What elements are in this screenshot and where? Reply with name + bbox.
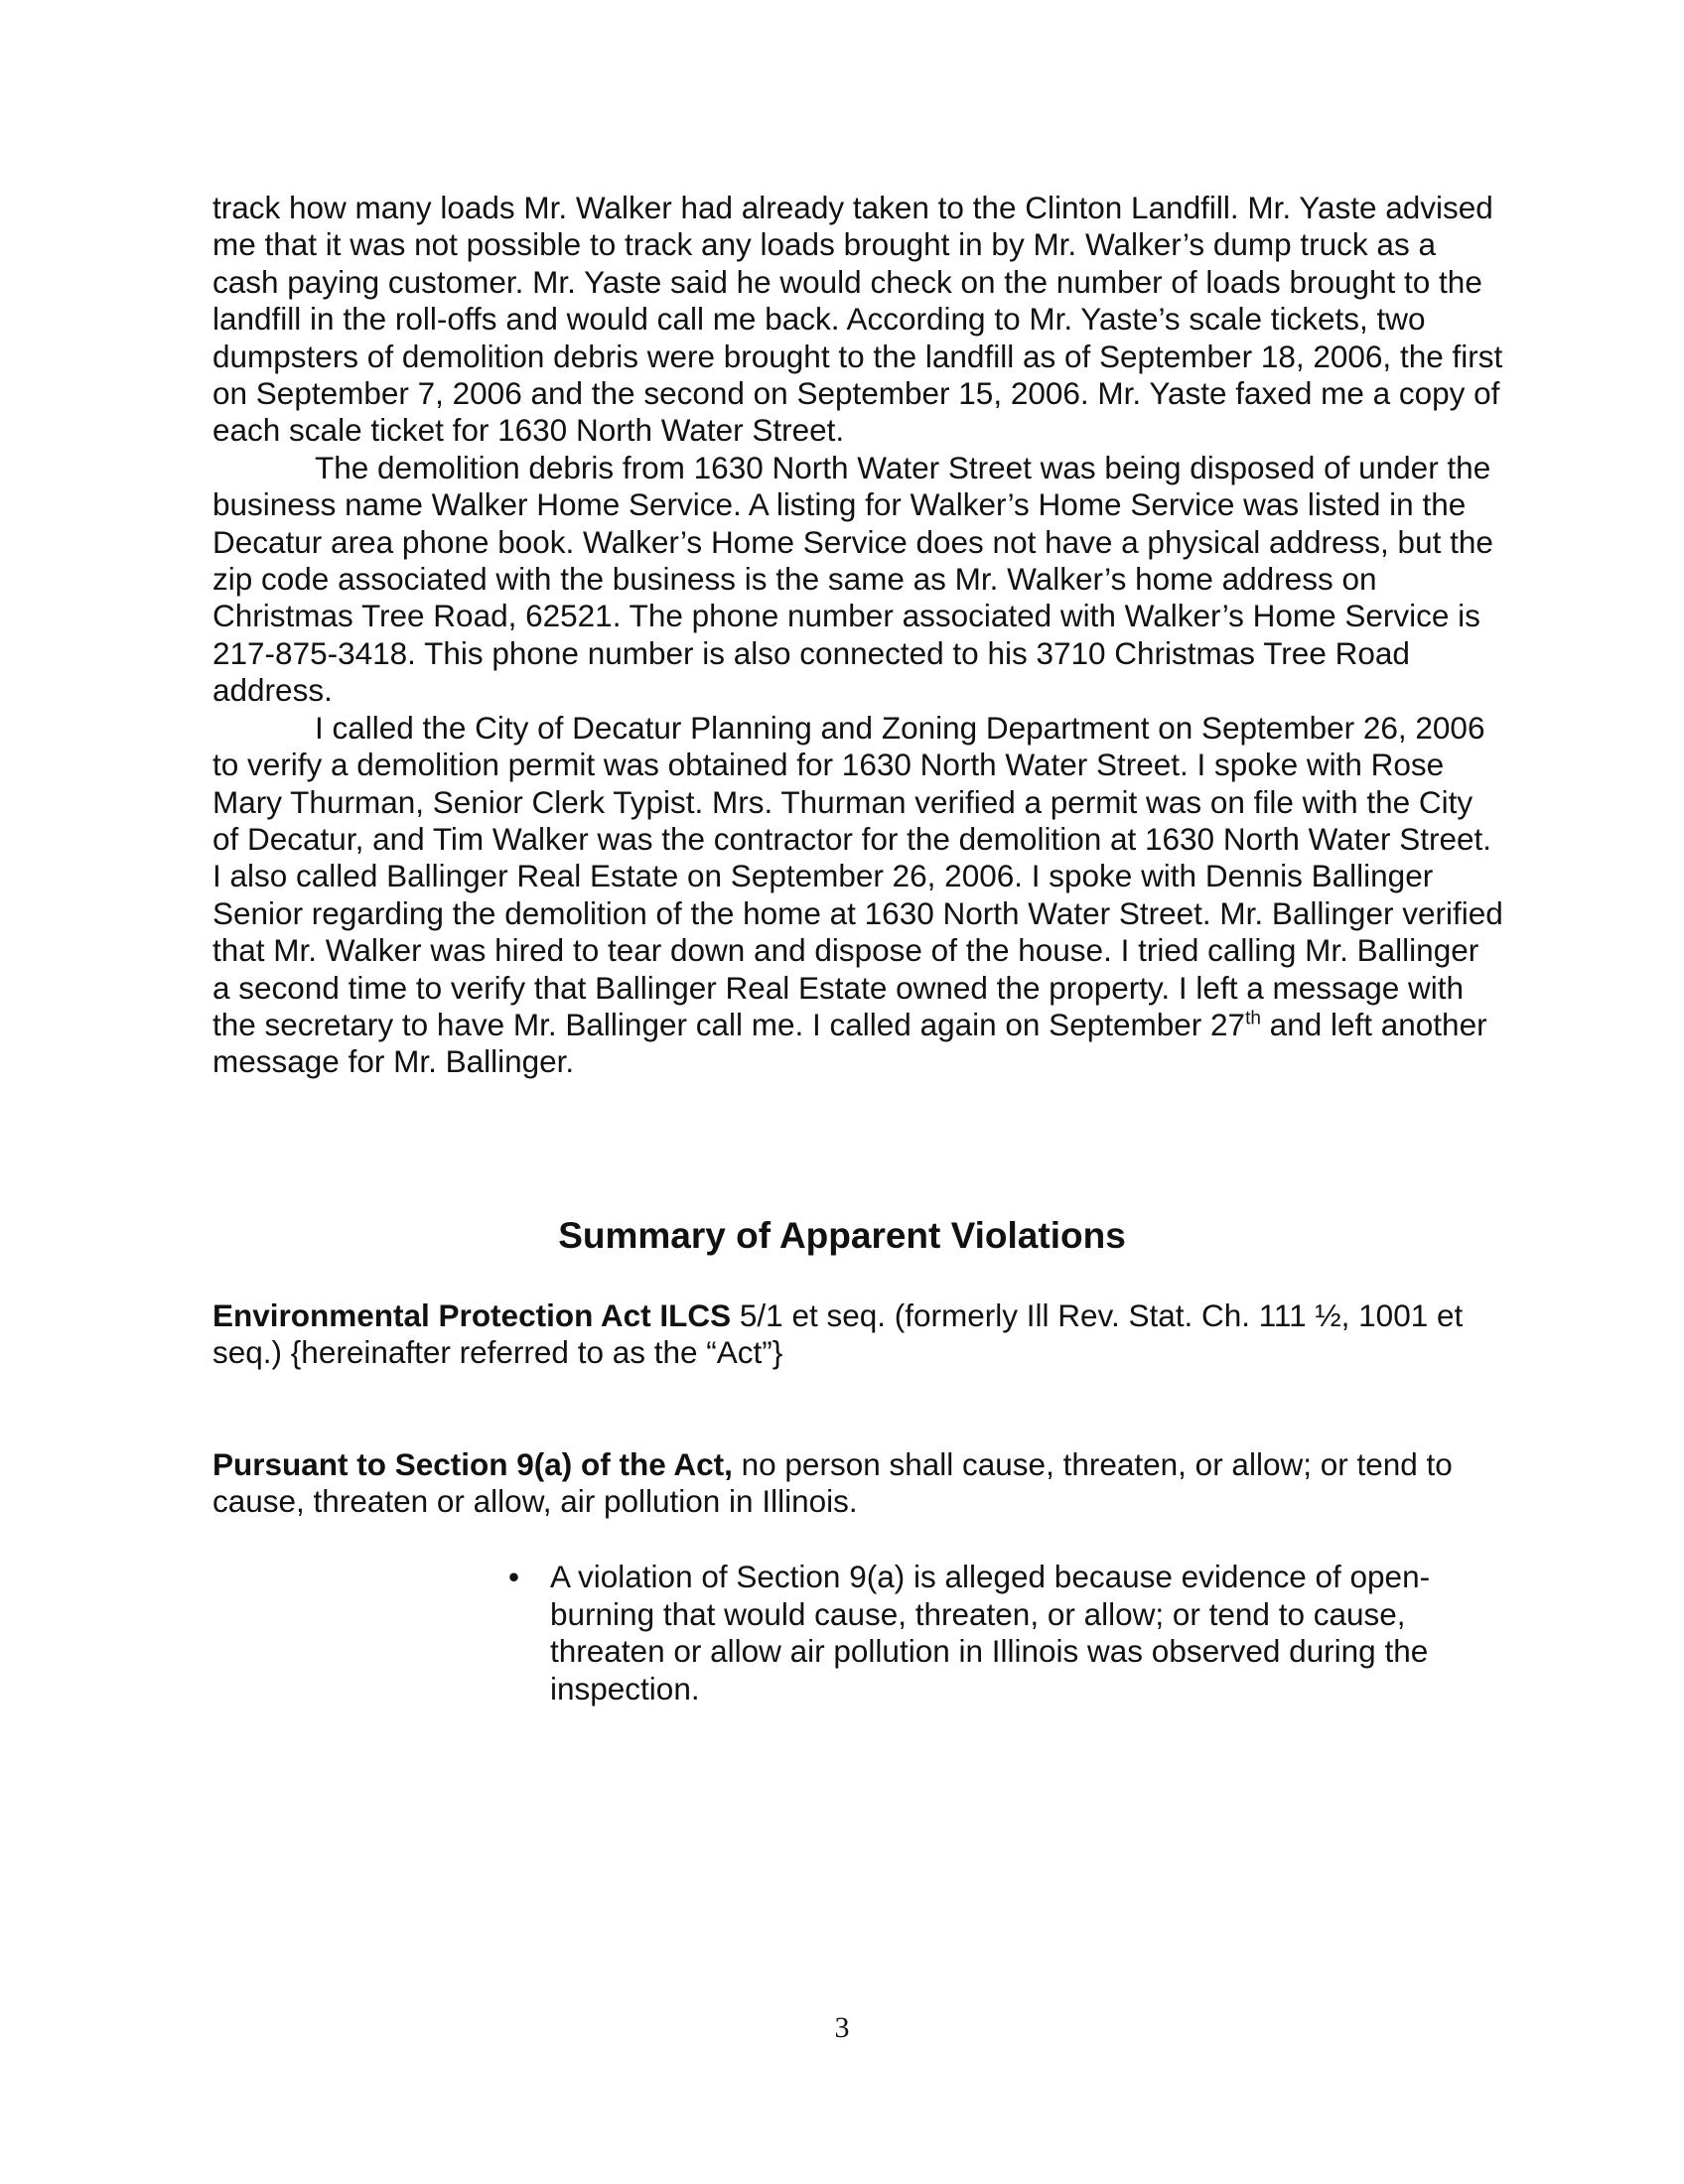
section-9a-text: no person shall cause, threaten, or allow; or tend to cause, threaten or allow, air pollution in Illinois.	[212, 1446, 1453, 1520]
section-9a-bold: Pursuant to Section 9(a) of the Act,	[212, 1446, 733, 1482]
ordinal-suffix: th	[1245, 1008, 1261, 1029]
paragraph-landfill-loads: track how many loads Mr. Walker had already taken to the Clinton Landfill. Mr. Yaste advised me that it was not possible to track any loads brought in by Mr. Walker’s dump truck as a cash paying customer. Mr. Yaste said he would check on the number of loads brought to the landfill in the roll-offs and would call me back. According to Mr. Yaste’s scale tickets, two dumpsters of demolition debris were brought to the landfill as of September 18, 2006, the first on September 7, 2006 and the second on September 15, 2006. Mr. Yaste faxed me a copy of each scale ticket for 1630 North Water Street.	[212, 190, 1503, 449]
paragraph-permit-verification	[212, 710, 1503, 1081]
paragraph-permit-text-end: and left another message for Mr. Ballinger.	[212, 1006, 1487, 1080]
violation-bullet-list	[508, 1559, 1501, 1707]
list-item	[508, 1559, 1501, 1707]
act-citation-text: 5/1 et seq. (formerly Ill Rev. Stat. Ch. 111 ½, 1001 et seq.) {hereinafter referred to as the “Act”}	[212, 1297, 1464, 1371]
section-9a-statement	[212, 1446, 1503, 1521]
act-citation-bold: Environmental Protection Act ILCS	[212, 1297, 732, 1333]
paragraph-walker-home-service: The demolition debris from 1630 North Water Street was being disposed of under the business name Walker Home Service. A listing for Walker’s Home Service was listed in the Decatur area phone book. Walker’s Home Service does not have a physical address, but the zip code associated with the business is the same as Mr. Walker’s home address on Christmas Tree Road, 62521. The phone number associated with Walker’s Home Service is 217-875-3418. This phone number is also connected to his 3710 Christmas Tree Road address.	[212, 449, 1493, 709]
page-number: 3	[834, 2011, 850, 2044]
paragraph-permit-text: I called the City of Decatur Planning and Zoning Department on September 26, 2006 to verify a demolition permit was obtained for 1630 North Water Street. I spoke with Rose Mary Thurman, Senior Clerk Typist. Mrs. Thurman verified a permit was on file with the City of Decatur, and Tim Walker was the contractor for the demolition at 1630 North Water Street. I also called Ballinger Real Estate on September 26, 2006. I spoke with Dennis Ballinger Senior regarding the demolition of the home at 1630 North Water Street. Mr. Ballinger verified that Mr. Walker was hired to tear down and dispose of the house. I tried calling Mr. Ballinger a second time to verify that Ballinger Real Estate owned the property. I left a message with the secretary to have Mr. Ballinger call me. I called again on September 27	[212, 709, 1503, 1042]
bullet-icon: •	[508, 1559, 520, 1594]
act-citation	[212, 1297, 1503, 1372]
bullet-text: A violation of Section 9(a) is alleged because evidence of open-burning that would cause, threaten, or allow; or tend to cause, threaten or allow air pollution in Illinois was observed during the inspection.	[550, 1559, 1431, 1706]
narrative-section	[212, 190, 1503, 1081]
summary-heading: Summary of Apparent Violations	[558, 1215, 1126, 1256]
